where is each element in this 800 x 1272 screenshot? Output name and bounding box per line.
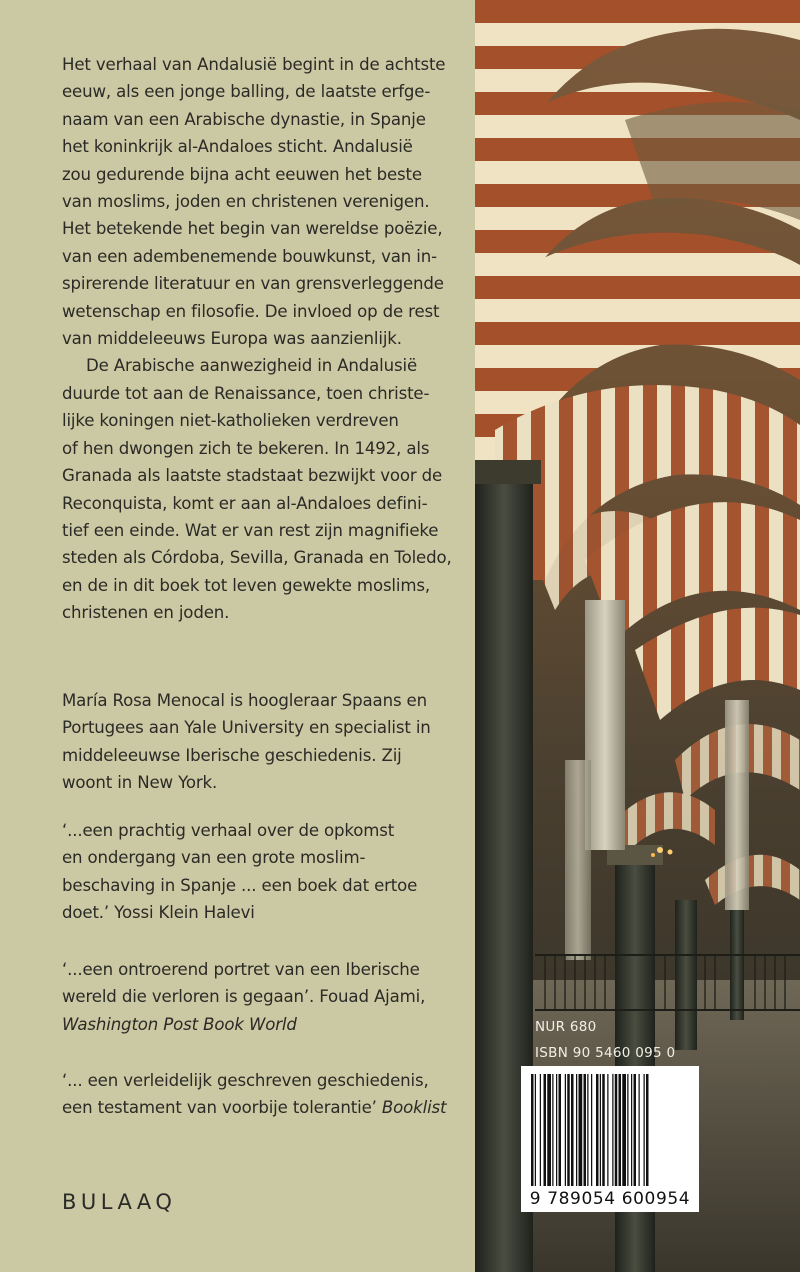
intro-line: spirerende literatuur en van grensverleggende (62, 274, 444, 294)
intro-line: zou gedurende bijna acht eeuwen het beste (62, 164, 422, 184)
intro-line: steden als Córdoba, Sevilla, Granada en Toledo, (62, 548, 452, 568)
intro-line: lijke koningen niet-katholieken verdreven (62, 411, 399, 431)
quote-line: beschaving in Spanje ... een boek dat ertoe (62, 875, 418, 895)
intro-line: van een adembenemende bouwkunst, van in- (62, 246, 437, 266)
quote-source: Washington Post Book World (62, 1014, 297, 1034)
intro-line: De Arabische aanwezigheid in Andalusië (86, 356, 418, 376)
intro-line: het koninkrijk al-Andaloes sticht. Andalusië (62, 137, 413, 157)
intro-line: van moslims, joden en christenen verenigen. (62, 192, 430, 212)
intro-line: Het verhaal van Andalusië begint in de achtste (62, 55, 446, 74)
intro-line: Het betekende het begin van wereldse poëzie, (62, 219, 443, 239)
bio-line: Portugees aan Yale University en specialist in (62, 718, 431, 738)
intro-paragraph-2 (62, 352, 462, 626)
quote-line: en ondergang van een grote moslim- (62, 848, 366, 868)
barcode-digits: 9 789054 600954 (529, 1189, 691, 1209)
isbn-code: ISBN 90 5460 095 0 (535, 1045, 676, 1061)
publisher-logo: BULAAQ (62, 1190, 177, 1214)
intro-paragraph-1 (62, 51, 462, 352)
quote-line: doet.’ Yossi Klein Halevi (62, 903, 255, 923)
review-quote-3 (62, 1067, 462, 1122)
bio-line: María Rosa Menocal is hoogleraar Spaans en (62, 691, 427, 710)
intro-text (62, 51, 462, 627)
intro-line: en de in dit boek tot leven gewekte moslims, (62, 575, 430, 595)
quote-line: wereld die verloren is gegaan’. Fouad Ajami, (62, 987, 426, 1007)
intro-line: van middeleeuws Europa was aanzienlijk. (62, 329, 402, 349)
intro-line: duurde tot aan de Renaissance, toen christe- (62, 383, 430, 403)
intro-line: Granada als laatste stadstaat bezwijkt voor de (62, 466, 443, 486)
intro-line: eeuw, als een jonge balling, de laatste erfge- (62, 82, 431, 102)
isbn-barcode (521, 1066, 699, 1212)
nur-code: NUR 680 (535, 1019, 597, 1035)
quote-line: ‘...een ontroerend portret van een Iberische (62, 960, 420, 979)
quote-line: ‘... een verleidelijk geschreven geschiedenis, (62, 1071, 429, 1090)
bio-line: woont in New York. (62, 773, 218, 793)
intro-line: of hen dwongen zich te bekeren. In 1492, als (62, 438, 430, 458)
review-quote-2 (62, 956, 462, 1038)
intro-line: Reconquista, komt er aan al-Andaloes defini- (62, 493, 428, 513)
quote-line: een testament van voorbije tolerantie’ (62, 1098, 382, 1118)
quote-source: Booklist (381, 1098, 447, 1118)
intro-line: naam van een Arabische dynastie, in Spanje (62, 109, 426, 129)
intro-line: wetenschap en filosofie. De invloed op de rest (62, 301, 440, 321)
intro-line: christenen en joden. (62, 603, 230, 623)
intro-line: tief een einde. Wat er van rest zijn magnifieke (62, 520, 439, 540)
author-bio (62, 687, 462, 797)
bio-line: middeleeuwse Iberische geschiedenis. Zij (62, 745, 402, 765)
quote-line: ‘...een prachtig verhaal over de opkomst (62, 821, 395, 840)
review-quote-1 (62, 817, 462, 927)
